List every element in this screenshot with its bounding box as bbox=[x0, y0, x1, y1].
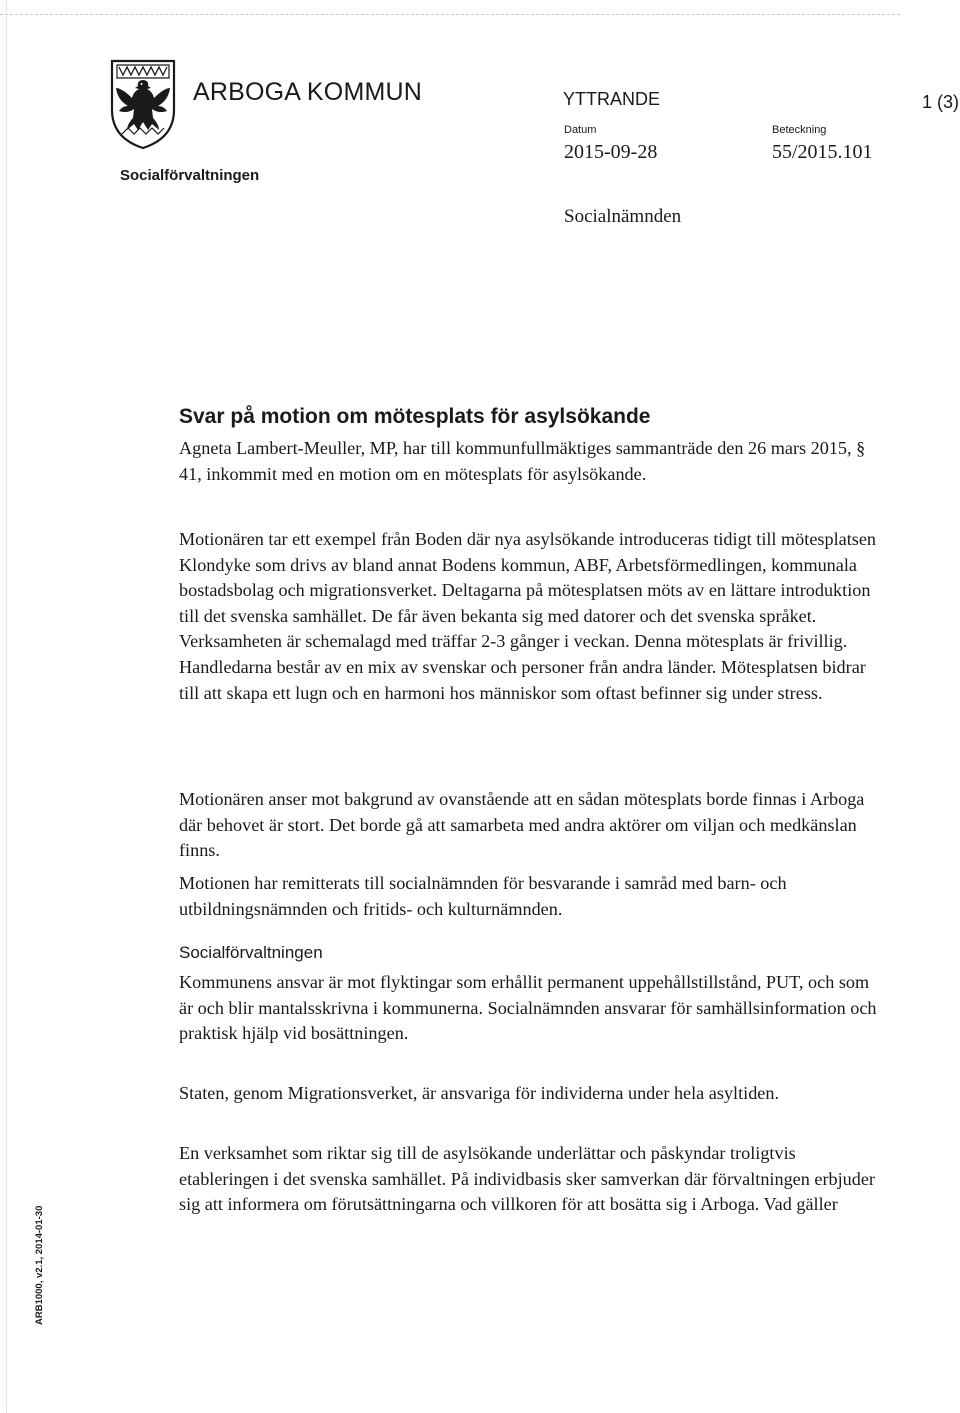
section-paragraph: Staten, genom Migrationsverket, är ansvariga för individerna under hela asyltiden. bbox=[179, 1083, 780, 1103]
date-label: Datum bbox=[564, 124, 597, 136]
form-code: ARB1000, v2.1, 2014-01-30 bbox=[34, 1205, 45, 1325]
section-paragraph: En verksamhet som riktar sig till de asylsökande underlättar och påskyndar troligtvis etableringen i det svenska samhället. På individbasis sker samverkan där förvaltningen erbjuder sig att informera om förutsättningarna och villkoren för att bosätta sig i Arboga. Vad gäller bbox=[179, 1143, 875, 1215]
body-paragraph: Motionen har remitterats till socialnämnden för besvarande i samråd med barn- och utbildningsnämnden och fritids- och kulturnämnden. bbox=[179, 873, 787, 919]
body-paragraph: Motionären anser mot bakgrund av ovanstående att en sådan mötesplats borde finnas i Arboga där behovet är stort. Det borde gå att samarbeta med andra aktörer om viljan och medkänslan finns. bbox=[179, 789, 865, 861]
page-number: 1 (3) bbox=[922, 92, 960, 112]
document-title: Svar på motion om mötesplats för asylsökande bbox=[179, 405, 651, 428]
body-paragraph: Motionären tar ett exempel från Boden där nya asylsökande introduceras tidigt till mötesplatsen Klondyke som drivs av bland annat Bodens kommun, ABF, Arbetsförmedlingen, kommunala bostadsbolag och migrationsverket. Deltagarna på mötesplatsen möts av en lättare introduktion till det svenska samhället. De får även bekanta sig med datorer och det svenska språket. Verksamheten är schemalagd med träffar 2-3 gånger i veckan. Denna mötesplats är frivillig. Handledarna består av en mix av svenskar och personer från andra länder. Mötesplatsen bidrar till att skapa ett lugn och en harmoni hos människor som oftast befinner sig under stress. bbox=[179, 529, 876, 703]
section-heading: Socialförvaltningen bbox=[179, 943, 323, 962]
department-name: Socialförvaltningen bbox=[120, 167, 260, 184]
section-paragraph: Kommunens ansvar är mot flyktingar som erhållit permanent uppehållstillstånd, PUT, och som är och blir mantalsskrivna i kommunerna. Socialnämnden ansvarar för samhällsinformation och praktisk hjälp vid bosättningen. bbox=[179, 972, 877, 1044]
reference-label: Beteckning bbox=[772, 124, 827, 136]
organization-name: ARBOGA KOMMUN bbox=[193, 78, 423, 106]
body-paragraph: Agneta Lambert-Meuller, MP, har till kommunfullmäktiges sammanträde den 26 mars 2015, § 41, inkommit med en motion om en mötesplats för asylsökande. bbox=[179, 438, 866, 484]
scan-artifact-left bbox=[6, 0, 8, 1413]
recipient: Socialnämnden bbox=[564, 206, 682, 227]
document-type: YTTRANDE bbox=[563, 89, 661, 109]
coat-of-arms-icon bbox=[108, 58, 178, 150]
date-value: 2015-09-28 bbox=[564, 141, 658, 163]
reference-value: 55/2015.101 bbox=[772, 141, 873, 163]
scan-artifact-top bbox=[0, 14, 900, 23]
